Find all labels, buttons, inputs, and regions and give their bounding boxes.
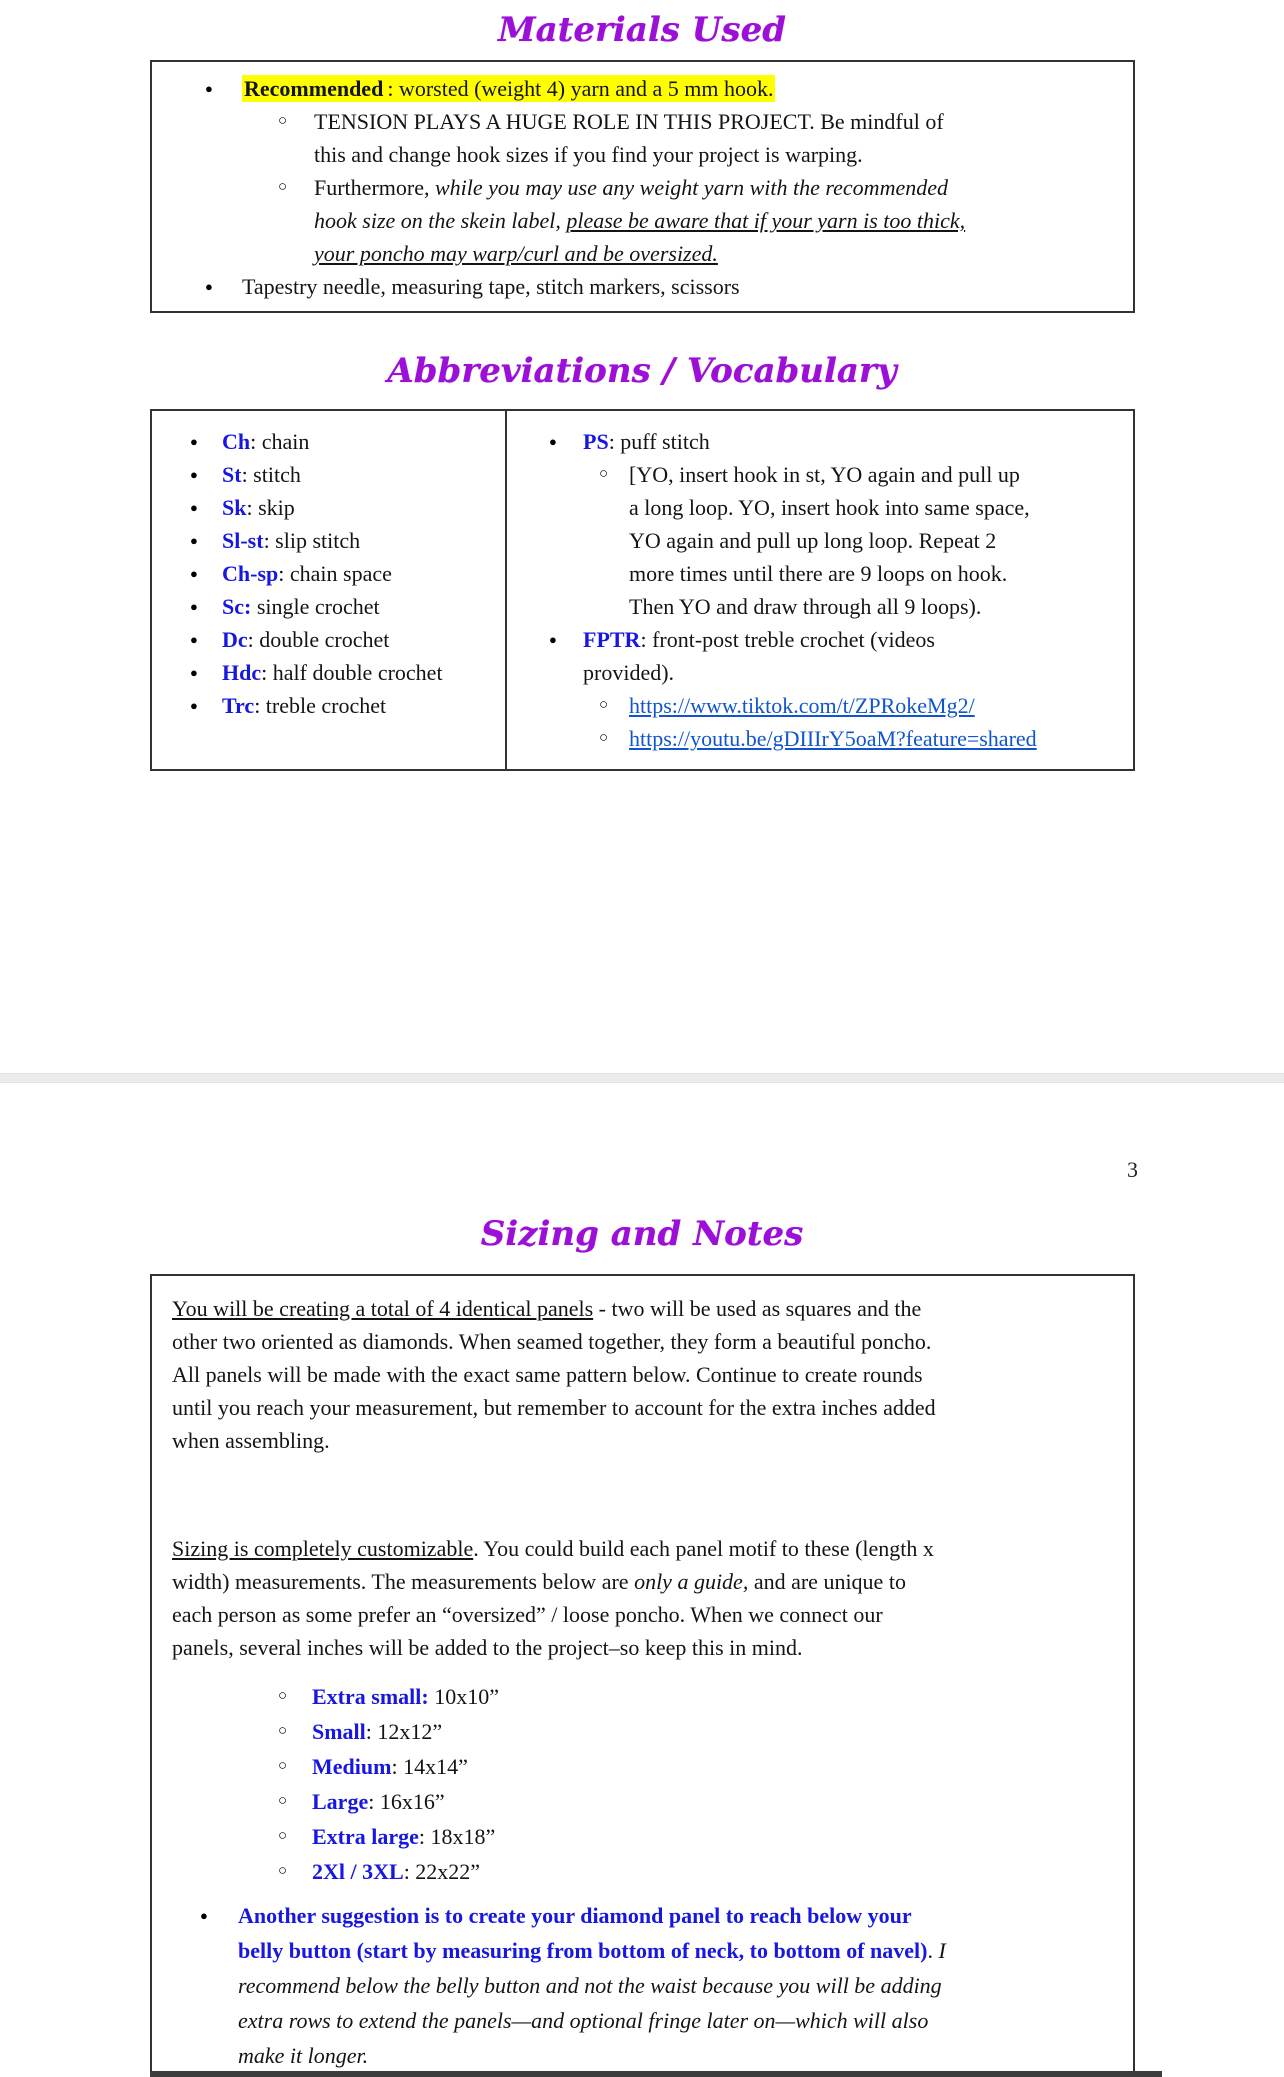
materials-title: Materials Used (498, 10, 786, 50)
circle-bullet-icon: ○ (599, 730, 609, 747)
tiktok-link[interactable]: https://www.tiktok.com/t/ZPRokeMg2/ (629, 693, 975, 719)
size-term: Extra small: (312, 1684, 429, 1710)
sizing-paragraph-1: You will be creating a total of 4 identical panels - two will be used as squares and the other two oriented as diamonds. When seamed together, they form a beautiful poncho. All panels will be made with the exact same pattern below. Continue to create rounds until you reach your measurement, but remember to account for the extra inches added when assembling. (172, 1296, 936, 1454)
size-value: : 14x14” (391, 1754, 468, 1780)
materials-list (172, 72, 1113, 303)
disc-bullet-icon: ● (200, 1908, 208, 1924)
video-link-item (583, 689, 1125, 722)
materials-item-tools (172, 270, 1113, 303)
size-list (172, 1680, 1113, 1888)
disc-bullet-icon: ● (190, 533, 198, 549)
size-item-s (172, 1715, 1113, 1748)
materials-sublist (242, 105, 1113, 270)
vocab-item-chsp (152, 557, 505, 590)
vocab-term: PS (583, 429, 609, 455)
circle-bullet-icon: ○ (278, 113, 288, 130)
vocab-def: : slip stitch (263, 528, 361, 554)
materials-box (150, 60, 1135, 313)
vocab-def: : puff stitch (608, 429, 710, 455)
disc-bullet-icon: ● (190, 665, 198, 681)
size-value: : 22x22” (403, 1859, 481, 1885)
size-value: : 16x16” (368, 1789, 445, 1815)
disc-bullet-icon: ● (205, 279, 213, 295)
circle-bullet-icon: ○ (278, 1793, 288, 1810)
size-term: Extra large (312, 1824, 419, 1850)
vocab-right-column (507, 411, 1133, 769)
vocab-def: : treble crochet (254, 693, 387, 719)
disc-bullet-icon: ● (205, 81, 213, 97)
size-value: 10x10” (428, 1684, 499, 1710)
circle-bullet-icon: ○ (278, 179, 288, 196)
recommended-text: Recommended : worsted (weight 4) yarn and a 5 mm hook. (244, 76, 774, 102)
circle-bullet-icon: ○ (278, 1688, 288, 1705)
vocab-def: single crochet (251, 594, 380, 620)
vocab-item-trc (152, 689, 505, 722)
furthermore-text: Furthermore, while you may use any weight yarn with the recommended hook size on the skein label, please be aware that if your yarn is too thick, your poncho may warp/curl and be oversized. (314, 175, 966, 267)
sizing-box (150, 1274, 1135, 2077)
disc-bullet-icon: ● (549, 632, 557, 648)
ps-instructions-text: [YO, insert hook in st, YO again and pull up a long loop. YO, insert hook into same space, YO again and pull up long loop. Repeat 2 more times until there are 9 loops on hook. Then YO and draw through all 9 loops). (629, 462, 1030, 620)
suggestion-note-text: Another suggestion is to create your diamond panel to reach below your belly button (start by measuring from bottom of neck, to bottom of navel). I recommend below the belly button and not the waist because you will be adding extra rows to extend the panels—and optional fringe later on—which will also make it longer. (238, 1903, 946, 2069)
circle-bullet-icon: ○ (278, 1723, 288, 1740)
vocab-term: Hdc (222, 660, 262, 686)
vocab-item-ch (152, 425, 505, 458)
vocab-item-hdc (152, 656, 505, 689)
size-term: Medium (312, 1754, 392, 1780)
vocab-item-sc (152, 590, 505, 623)
vocab-item-dc (152, 623, 505, 656)
vocab-term: Trc (222, 693, 255, 719)
size-item-2xl-3xl (172, 1855, 1113, 1888)
size-item-l (172, 1785, 1113, 1818)
vocab-title: Abbreviations / Vocabulary (387, 351, 897, 392)
vocab-item-slst (152, 524, 505, 557)
vocab-def: : chain (250, 429, 310, 455)
disc-bullet-icon: ● (190, 467, 198, 483)
size-term: Large (312, 1789, 369, 1815)
ps-instructions (583, 458, 1125, 623)
disc-bullet-icon: ● (190, 632, 198, 648)
size-term: Small (312, 1719, 366, 1745)
size-item-xl (172, 1820, 1113, 1853)
circle-bullet-icon: ○ (278, 1863, 288, 1880)
materials-subitem-furthermore (242, 171, 1113, 270)
youtube-link[interactable]: https://youtu.be/gDIIIrY5oaM?feature=shared (629, 726, 1037, 752)
note-list (172, 1898, 1113, 2073)
circle-bullet-icon: ○ (599, 466, 609, 483)
size-value: : 12x12” (365, 1719, 443, 1745)
disc-bullet-icon: ● (549, 434, 557, 450)
size-item-m (172, 1750, 1113, 1783)
vocab-table (150, 409, 1135, 771)
vocab-def: : double crochet (247, 627, 390, 653)
video-link-item (583, 722, 1125, 755)
next-table-edge (150, 2071, 1162, 2077)
vocab-item-fptr (507, 623, 1125, 755)
vocab-right-list (507, 425, 1125, 755)
vocab-term: Sl-st (222, 528, 264, 554)
vocab-def: : front-post treble crochet (videos provided). (583, 627, 935, 686)
vocab-def: : chain space (278, 561, 392, 587)
suggestion-note (172, 1898, 1113, 2073)
disc-bullet-icon: ● (190, 599, 198, 615)
materials-item-recommended (172, 72, 1113, 270)
disc-bullet-icon: ● (190, 434, 198, 450)
vocab-left-list (152, 425, 505, 722)
size-term: 2Xl / 3XL (312, 1859, 404, 1885)
vocab-term: Sc: (222, 594, 252, 620)
page-separator (0, 1073, 1284, 1083)
sizing-title: Sizing and Notes (480, 1214, 804, 1254)
vocab-term: Dc (222, 627, 248, 653)
sizing-paragraph-2: Sizing is completely customizable. You could build each panel motif to these (length x width) measurements. The measurements below are only a guide, and are unique to each person as some prefer an “oversized” / loose poncho. When we connect our panels, several inches will be added to the project–so keep this in mind. (172, 1536, 934, 1661)
circle-bullet-icon: ○ (278, 1828, 288, 1845)
vocab-term: FPTR (583, 627, 641, 653)
vocab-item-ps (507, 425, 1125, 623)
vocab-left-column (152, 411, 507, 769)
size-value: : 18x18” (418, 1824, 496, 1850)
vocab-term: Ch (222, 429, 251, 455)
materials-subitem-tension (242, 105, 1113, 171)
disc-bullet-icon: ● (190, 698, 198, 714)
page-number: 3 (1127, 1157, 1138, 1182)
circle-bullet-icon: ○ (599, 697, 609, 714)
page-2 (0, 1083, 1284, 2077)
vocab-item-st (152, 458, 505, 491)
vocab-def: : half double crochet (261, 660, 443, 686)
size-item-xs (172, 1680, 1113, 1713)
vocab-term: Ch-sp (222, 561, 279, 587)
vocab-term: St (222, 462, 242, 488)
tension-text: TENSION PLAYS A HUGE ROLE IN THIS PROJECT. Be mindful of this and change hook sizes if you find your project is warping. (314, 109, 944, 168)
tools-text: Tapestry needle, measuring tape, stitch markers, scissors (242, 274, 740, 300)
circle-bullet-icon: ○ (278, 1758, 288, 1775)
vocab-def: : skip (246, 495, 295, 521)
vocab-term: Sk (222, 495, 247, 521)
vocab-item-sk (152, 491, 505, 524)
vocab-def: : stitch (241, 462, 301, 488)
disc-bullet-icon: ● (190, 500, 198, 516)
disc-bullet-icon: ● (190, 566, 198, 582)
